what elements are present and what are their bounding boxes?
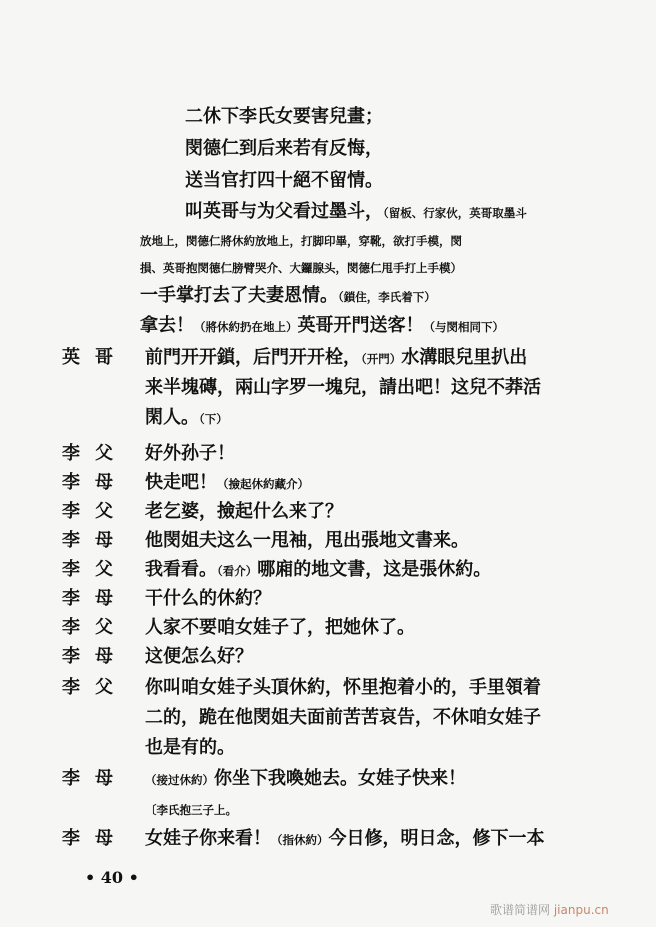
text-line	[145, 768, 466, 791]
text-line	[185, 106, 383, 128]
text-line	[145, 501, 343, 523]
text-line	[145, 347, 527, 370]
stage-direction: （下）	[199, 412, 228, 426]
dialogue-text: 好外孙子！	[145, 443, 235, 464]
dialogue-text: 閔德仁到后来若有反悔，	[185, 138, 383, 159]
watermark-en: jianpu.cn	[553, 903, 609, 917]
stage-direction: （留板、行家伙，英哥取墨斗	[383, 206, 527, 220]
stage-direction: （指休約）	[271, 833, 329, 847]
dialogue-text: 今日修，明日念，修下一本	[328, 828, 545, 849]
speaker-name: 李	[62, 501, 80, 522]
speaker-name: 父	[95, 677, 113, 698]
speaker-name: 李	[62, 677, 80, 698]
dialogue-text: 水溝眼兒里扒出	[401, 347, 528, 368]
speaker-name: 哥	[95, 347, 113, 368]
speaker-name: 父	[95, 443, 113, 464]
text-line	[145, 646, 253, 668]
dialogue-text: 哪廂的地文書，这是張休約。	[257, 559, 492, 580]
stage-direction: 〔李氏抱三子上。	[145, 803, 237, 817]
dialogue-text: 送当官打四十絕不留情。	[185, 170, 383, 191]
dialogue-text: 拿去！	[140, 315, 194, 336]
speaker-name: 父	[95, 501, 113, 522]
text-line	[185, 138, 383, 160]
text-line	[145, 472, 309, 495]
text-line	[140, 315, 504, 338]
text-line	[140, 285, 436, 308]
speaker-name: 母	[95, 588, 113, 609]
dialogue-text: 干什么的休約？	[145, 588, 271, 609]
dialogue-text: 英哥开門送客！	[297, 315, 424, 336]
dialogue-text: 老乞婆，撿起什么来了？	[145, 501, 343, 522]
text-line	[145, 559, 491, 582]
text-line	[145, 377, 541, 399]
dialogue-text: 你叫咱女娃子头頂休約，怀里抱着小的，手里領着	[145, 677, 541, 698]
speaker-name: 母	[95, 768, 113, 789]
page-number: • 40 •	[85, 868, 139, 887]
dialogue-text: 来半塊磚，兩山字罗一塊兒，請出吧！这兒不莽活	[145, 377, 541, 398]
speaker-name: 李	[62, 472, 80, 493]
dialogue-text: 一手掌打去了夫妻恩情。	[140, 285, 338, 306]
stage-direction: （將休約扔在地上）	[194, 320, 298, 334]
stage-direction: 損、英哥抱閔德仁膀臂哭介、大鑼腺头，閔德仁甩手打上手模）	[140, 261, 462, 275]
dialogue-text: 叫英哥与为父看过墨斗，	[185, 201, 383, 222]
text-line	[145, 737, 235, 759]
speaker-name: 母	[95, 530, 113, 551]
stage-direction: （撿起休約藏介）	[217, 477, 309, 491]
text-line	[145, 798, 237, 821]
dialogue-text: 前門开开鎖，后門开开栓，	[145, 347, 361, 368]
dialogue-text: 也是有的。	[145, 737, 235, 758]
speaker-name: 父	[95, 617, 113, 638]
dialogue-text: 你坐下我喚她去。女娃子快来！	[214, 768, 466, 789]
watermark	[490, 902, 609, 918]
dialogue-text: 閑人。	[145, 407, 199, 428]
text-line	[145, 530, 469, 552]
stage-direction: （与閔相同下）	[423, 320, 504, 334]
text-line	[140, 256, 462, 279]
dialogue-text: 女娃子你来看！	[145, 828, 271, 849]
stage-direction: （开門）	[361, 352, 402, 366]
text-line	[145, 588, 271, 610]
text-line	[140, 229, 462, 252]
speaker-name: 母	[95, 646, 113, 667]
stage-direction: （接过休約）	[145, 773, 214, 787]
stage-direction: （鎖住，李氏着下）	[338, 290, 436, 304]
text-line	[145, 707, 541, 729]
watermark-cn: 歌谱简谱网	[490, 903, 551, 917]
text-line	[185, 170, 383, 192]
dialogue-text: 二的，跪在他閔姐夫面前苦苦哀告，不休咱女娃子	[145, 707, 541, 728]
dialogue-text: 这便怎么好？	[145, 646, 253, 667]
dialogue-text: 他閔姐夫这么一甩袖，甩出張地文書来。	[145, 530, 469, 551]
text-line	[145, 407, 228, 430]
speaker-name: 李	[62, 559, 80, 580]
speaker-name: 李	[62, 828, 80, 849]
speaker-name: 父	[95, 559, 113, 580]
speaker-name: 李	[62, 588, 80, 609]
dialogue-text: 二休下李氏女要害兒畫；	[185, 106, 383, 127]
speaker-name: 李	[62, 646, 80, 667]
dialogue-text: 快走吧！	[145, 472, 217, 493]
dialogue-text: 人家不要咱女娃子了，把她休了。	[145, 617, 415, 638]
text-line	[145, 617, 415, 639]
text-line	[185, 201, 527, 224]
stage-direction: （看介）	[217, 564, 258, 578]
speaker-name: 母	[95, 472, 113, 493]
speaker-name: 李	[62, 768, 80, 789]
speaker-name: 母	[95, 828, 113, 849]
speaker-name: 李	[62, 617, 80, 638]
text-line	[145, 677, 541, 699]
dialogue-text: 我看看。	[145, 559, 217, 580]
text-line	[145, 828, 545, 851]
speaker-name: 英	[62, 347, 80, 368]
speaker-name: 李	[62, 530, 80, 551]
text-line	[145, 443, 235, 465]
stage-direction: 放地上，閔德仁將休約放地上，打脚印畢，穿靴，欲打手模，閔	[140, 234, 462, 248]
speaker-name: 李	[62, 443, 80, 464]
